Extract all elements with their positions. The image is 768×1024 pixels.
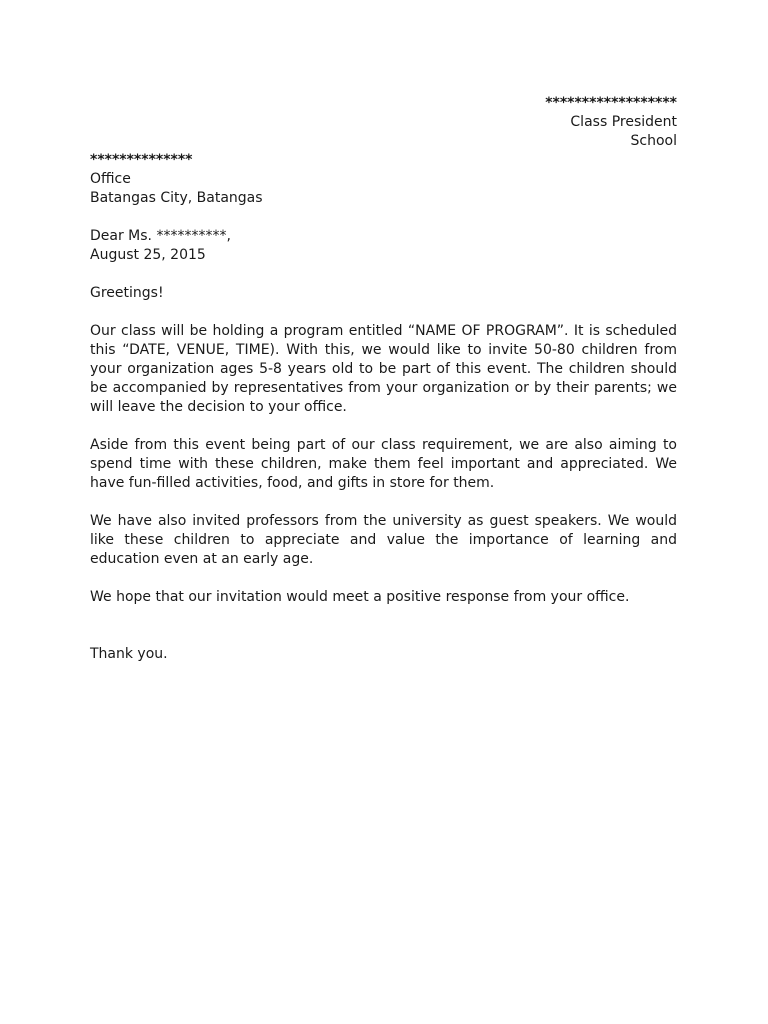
recipient-office: Office [90,171,131,187]
salutation: Dear Ms. **********, [90,228,231,244]
body-paragraph-2: Aside from this event being part of our class requirement, we are also aiming to spend time with these children, make them feel important and appreciated. We have fun-filled activities, food, and gifts in store for them. [90,437,677,491]
body-paragraph-3: We have also invited professors from the university as guest speakers. We would like these children to appreciate and value the importance of learning and education even at an early age. [90,513,677,567]
letter-date: August 25, 2015 [90,247,206,263]
body-paragraph-4: We hope that our invitation would meet a positive response from your office. [90,589,630,605]
recipient-address: Batangas City, Batangas [90,190,263,206]
recipient-name: ************** [90,152,193,168]
greeting: Greetings! [90,285,164,301]
closing: Thank you. [90,646,168,662]
sender-name: ****************** [545,95,677,111]
body-paragraph-1: Our class will be holding a program entitled “NAME OF PROGRAM”. It is scheduled this “DATE, VENUE, TIME). With this, we would like to invite 50-80 children from your organization ages 5-8 years old to be part of this event. The children should be accompanied by representatives from your organization or by their parents; we will leave the decision to your office. [90,323,677,415]
sender-title: Class President [570,114,677,130]
salutation-block [90,227,231,265]
sender-block [545,94,677,151]
sender-organization: School [630,133,677,149]
recipient-block [90,151,263,208]
